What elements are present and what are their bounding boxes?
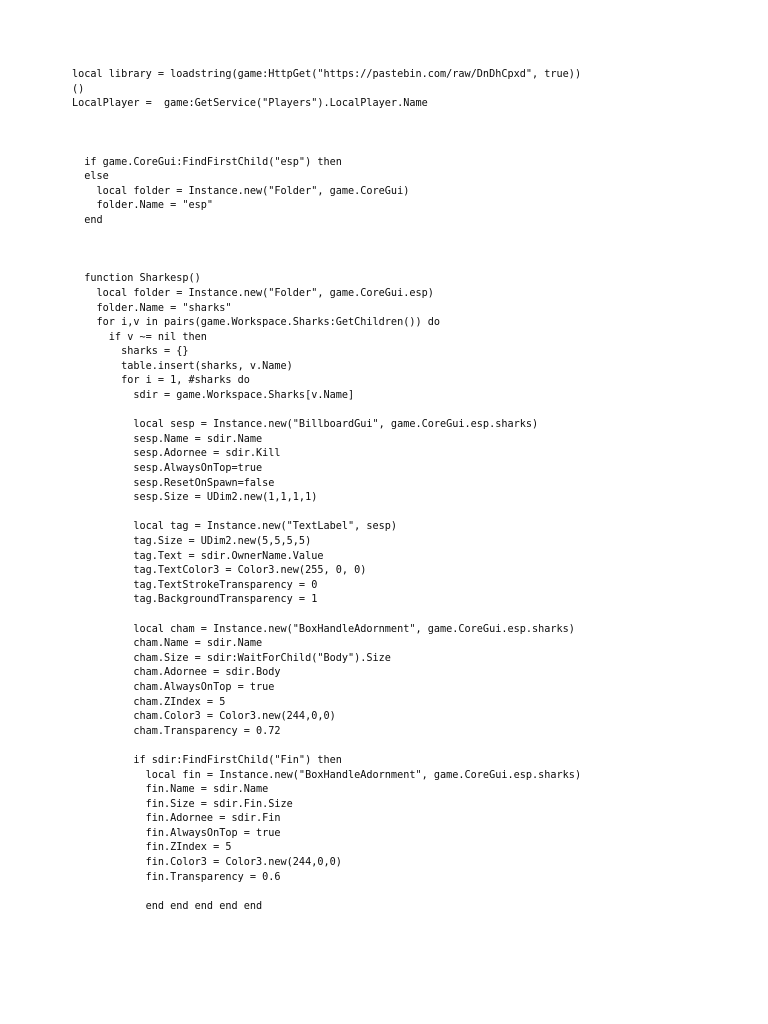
code-line (72, 112, 708, 127)
code-line: for i,v in pairs(game.Workspace.Sharks:GetChildren()) do (72, 317, 441, 329)
code-line: sesp.Size = UDim2.new(1,1,1,1) (72, 492, 318, 504)
code-line: cham.Size = sdir:WaitForChild("Body").Size (72, 652, 391, 664)
code-line: cham.AlwaysOnTop = true (72, 681, 275, 693)
code-block (72, 68, 708, 914)
code-line: tag.TextColor3 = Color3.new(255, 0, 0) (72, 565, 367, 577)
code-line (72, 506, 708, 521)
code-line: sesp.AlwaysOnTop=true (72, 463, 263, 475)
code-line: folder.Name = "sharks" (72, 302, 232, 314)
code-line (72, 243, 708, 258)
code-line: sesp.ResetOnSpawn=false (72, 477, 275, 489)
code-line (72, 885, 708, 900)
code-line: function Sharkesp() (72, 273, 201, 285)
code-line: local cham = Instance.new("BoxHandleAdornment", game.CoreGui.esp.sharks) (72, 623, 575, 635)
code-line: cham.Transparency = 0.72 (72, 725, 281, 737)
code-line: local fin = Instance.new("BoxHandleAdornment", game.CoreGui.esp.sharks) (72, 769, 582, 781)
code-line: () (72, 83, 85, 95)
code-line: cham.Name = sdir.Name (72, 638, 263, 650)
code-line: tag.BackgroundTransparency = 1 (72, 594, 318, 606)
code-line (72, 229, 708, 244)
code-line: folder.Name = "esp" (72, 200, 214, 212)
code-line (72, 141, 708, 156)
code-line: else (72, 171, 109, 183)
code-line: fin.Adornee = sdir.Fin (72, 813, 281, 825)
code-line: local folder = Instance.new("Folder", game.CoreGui) (72, 185, 410, 197)
code-line: sharks = {} (72, 346, 189, 358)
code-line (72, 608, 708, 623)
code-line: fin.Transparency = 0.6 (72, 871, 281, 883)
code-line: table.insert(sharks, v.Name) (72, 360, 293, 372)
code-line: end end end end end (72, 900, 263, 912)
code-line: for i = 1, #sharks do (72, 375, 250, 387)
code-line: tag.TextStrokeTransparency = 0 (72, 579, 318, 591)
code-line: tag.Size = UDim2.new(5,5,5,5) (72, 536, 312, 547)
code-line (72, 126, 708, 141)
code-line: if sdir:FindFirstChild("Fin") then (72, 754, 342, 766)
code-line: if game.CoreGui:FindFirstChild("esp") then (72, 156, 342, 168)
code-line (72, 739, 708, 754)
code-line: end (72, 214, 103, 226)
code-line: tag.Text = sdir.OwnerName.Value (72, 550, 324, 562)
code-line: local sesp = Instance.new("BillboardGui", game.CoreGui.esp.sharks) (72, 419, 539, 431)
code-line: fin.AlwaysOnTop = true (72, 827, 281, 839)
code-line: if v ~= nil then (72, 331, 207, 343)
code-line: cham.Color3 = Color3.new(244,0,0) (72, 711, 336, 723)
code-line (72, 258, 708, 273)
code-line: sesp.Adornee = sdir.Kill (72, 448, 281, 460)
code-line: local tag = Instance.new("TextLabel", sesp) (72, 521, 398, 533)
code-line: sesp.Name = sdir.Name (72, 433, 263, 445)
code-line: fin.Color3 = Color3.new(244,0,0) (72, 857, 342, 869)
code-line: local folder = Instance.new("Folder", game.CoreGui.esp) (72, 287, 434, 299)
code-line: cham.ZIndex = 5 (72, 696, 226, 708)
code-line: fin.Name = sdir.Name (72, 784, 269, 796)
code-line: fin.Size = sdir.Fin.Size (72, 798, 293, 810)
code-line: local library = loadstring(game:HttpGet("https://pastebin.com/raw/DnDhCpxd", true)) (72, 69, 582, 80)
code-line: cham.Adornee = sdir.Body (72, 667, 281, 679)
code-line: LocalPlayer = game:GetService("Players").LocalPlayer.Name (72, 98, 428, 110)
code-line: fin.ZIndex = 5 (72, 842, 232, 854)
code-line (72, 404, 708, 419)
code-line: sdir = game.Workspace.Sharks[v.Name] (72, 390, 355, 402)
